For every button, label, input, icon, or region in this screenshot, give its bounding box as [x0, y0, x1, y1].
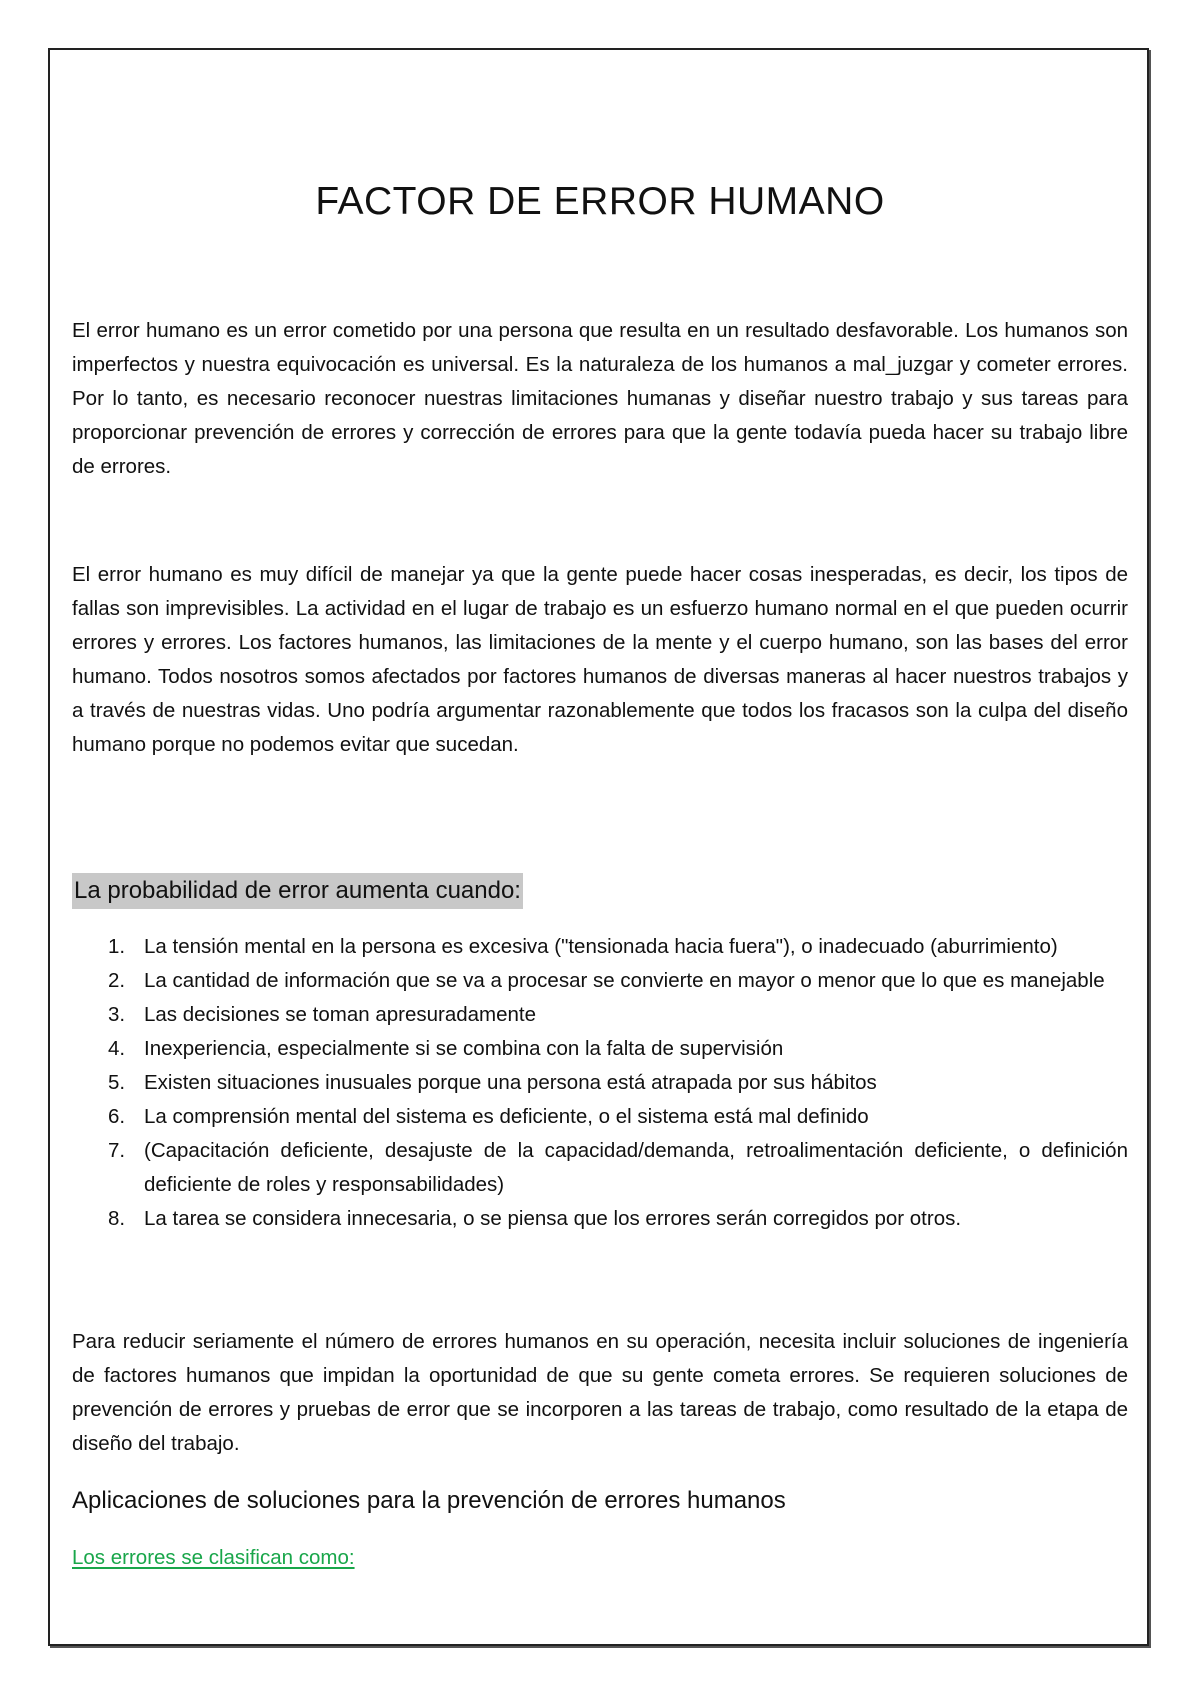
list-item [72, 1134, 1128, 1202]
list-item-text: Existen situaciones inusuales porque una persona está atrapada por sus hábitos [144, 1071, 877, 1094]
list-item-text: La tarea se considera innecesaria, o se piensa que los errores serán corregidos por otros. [144, 1207, 962, 1230]
list-item [72, 998, 1128, 1032]
list-item [72, 1100, 1128, 1134]
document-title: FACTOR DE ERROR HUMANO [315, 180, 885, 223]
reduction-paragraph: Para reducir seriamente el número de errores humanos en su operación, necesita incluir soluciones de ingeniería de factores humanos que impidan la oportunidad de que su gente cometa errores. Se requieren soluciones de prevención de errores y pruebas de error que se incorporen a las tareas de trabajo, como resultado de la etapa de diseño del trabajo. [72, 1330, 1128, 1455]
intro-paragraph: El error humano es un error cometido por una persona que resulta en un resultado desfavorable. Los humanos son imperfectos y nuestra equivocación es universal. Es la naturaleza de los humanos a mal_juzgar y cometer errores. Por lo tanto, es necesario reconocer nuestras limitaciones humanas y diseñar nuestro trabajo y sus tareas para proporcionar prevención de errores y corrección de errores para que la gente todavía pueda hacer su trabajo libre de errores. [72, 319, 1128, 478]
list-item-text: La tensión mental en la persona es excesiva ("tensionada hacia fuera"), o inadecuado (aburrimiento) [144, 935, 1058, 958]
list-item [72, 1202, 1128, 1236]
list-item-text: Inexperiencia, especialmente si se combina con la falta de supervisión [144, 1037, 784, 1060]
list-item [72, 1032, 1128, 1066]
list-item-number: 7. [108, 1139, 126, 1162]
probability-heading: La probabilidad de error aumenta cuando: [72, 873, 523, 909]
list-item-number: 8. [108, 1207, 126, 1230]
list-item [72, 1066, 1128, 1100]
list-item-text: La cantidad de información que se va a procesar se convierte en mayor o menor que lo que es manejable [144, 969, 1105, 992]
list-item-text: Las decisiones se toman apresuradamente [144, 1003, 537, 1026]
applications-heading: Aplicaciones de soluciones para la prevención de errores humanos [72, 1487, 786, 1514]
classification-link[interactable]: Los errores se clasifican como: [72, 1546, 355, 1569]
list-item-number: 6. [108, 1105, 126, 1128]
list-item [72, 930, 1128, 964]
list-item-number: 1. [108, 935, 126, 958]
list-item-text: La comprensión mental del sistema es deficiente, o el sistema está mal definido [144, 1105, 869, 1128]
list-item-number: 2. [108, 969, 126, 992]
causes-list [72, 930, 1128, 1236]
second-paragraph: El error humano es muy difícil de manejar ya que la gente puede hacer cosas inesperadas, es decir, los tipos de fallas son imprevisibles. La actividad en el lugar de trabajo es un esfuerzo humano normal en el que pueden ocurrir errores y errores. Los factores humanos, las limitaciones de la mente y el cuerpo humano, son las bases del error humano. Todos nosotros somos afectados por factores humanos de diversas maneras al hacer nuestros trabajos y a través de nuestras vidas. Uno podría argumentar razonablemente que todos los fracasos son la culpa del diseño humano porque no podemos evitar que sucedan. [72, 563, 1128, 756]
list-item-number: 5. [108, 1071, 126, 1094]
list-item-number: 3. [108, 1003, 126, 1026]
list-item [72, 964, 1128, 998]
list-item-number: 4. [108, 1037, 126, 1060]
list-item-text: (Capacitación deficiente, desajuste de la capacidad/demanda, retroalimentación deficiente, o definición deficiente de roles y responsabilidades) [144, 1139, 1128, 1196]
